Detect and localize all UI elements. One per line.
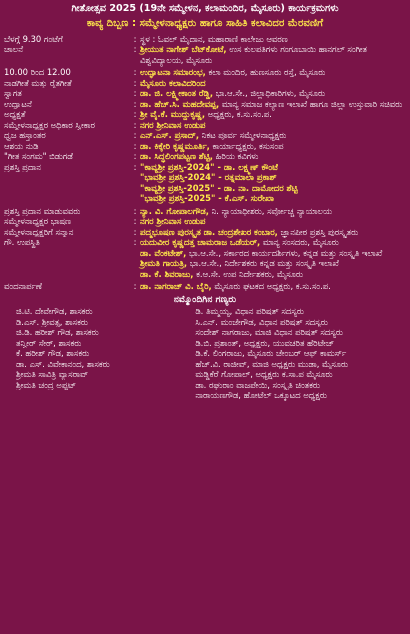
row-value: ಡಾ. ಕಿಕ್ಕೇರಿ ಕೃಷ್ಣಮೂರ್ತಿ, ಕಾರ್ಯಾಧ್ಯಕ್ಷರು, ಕಸುಸಂಪ: [140, 140, 284, 151]
row-label: ಧ್ವಜ ಹಸ್ತಾಂತರ: [4, 130, 46, 141]
presence-row: [4, 237, 406, 279]
list-item: ಹೆಚ್.ವಿ. ರಾಜೀವ್, ಮಾಜಿ ಅಧ್ಯಕ್ಷರು ಮುಡಾ, ಮೈಸೂರು: [195, 358, 349, 369]
row-label: ಪ್ರಶಸ್ತಿ ಪ್ರದಾನ ಮಾಡುವವರು: [4, 205, 81, 216]
row-label: ಬೆಳಗ್ಗೆ 9.30 ಗಂಟೆಗೆ: [4, 33, 63, 44]
schedule-row: [4, 120, 406, 131]
row-colon: :: [133, 216, 137, 227]
list-item: ಡಿ.ಬಿ. ಪ್ರಶಾಂತ್, ಅಧ್ಯಕ್ಷರು, ಯುವಚರಿತ ಹೆರಿಟೇಜ್: [195, 337, 335, 348]
row-value: ಡಾ. ಹೆಚ್.ಸಿ. ಮಹದೇವಪ್ಪ, ಮಾನ್ಯ ಸಮಾಜ ಕಲ್ಯಾಣ ಇಲಾಖೆ ಹಾಗೂ ಜಿಲ್ಲಾ ಉಸ್ತುವಾರಿ ಸಚಿವರು: [140, 98, 403, 109]
schedule-row: [4, 109, 406, 120]
list-item: ನಾರಾಯಣಗೌಡ, ಹೋಟೆಲ್ ಒಕ್ಕೂಟದ ಅಧ್ಯಕ್ಷರು: [195, 390, 327, 401]
row-colon: :: [133, 33, 137, 44]
row-colon: :: [133, 205, 137, 216]
award-item: "ಭಾವಶ್ರೀ ಪ್ರಶಸ್ತಿ-2024" - ರತ್ನಮಾಲಾ ಪ್ರಕಾಶ್: [140, 172, 277, 183]
row-label: ಸಮ್ಮೇಳನಾಧ್ಯಕ್ಷರ ಭಾಷಣ: [4, 216, 71, 227]
row-value: ನಗರ ಶ್ರೀನಿವಾಸ ಉಡುಪ: [140, 216, 206, 227]
row-label: ಪ್ರಶಸ್ತಿ ಪ್ರದಾನ: [4, 161, 41, 172]
row-label: ಅಧ್ಯಕ್ಷತೆ: [4, 109, 26, 120]
row-colon: :: [133, 98, 137, 109]
row-label: ಸಮ್ಮೇಳನಾಧ್ಯಕ್ಷರಿಗೆ ಸನ್ಮಾನ: [4, 226, 74, 237]
schedule-row: [4, 151, 406, 162]
awards-row: [4, 162, 406, 204]
row-colon: :: [133, 151, 137, 162]
row-value: ಡಾ. ನಾಗರಾಜ್ ವಿ. ಬೈರಿ, ಮೈಸೂರು ಘಟಕದ ಅಧ್ಯಕ್ಷರು, ಕ.ಸು.ಸಂ.ಪ.: [140, 281, 331, 292]
list-item: ಡಿ.ಎಸ್. ಶ್ರೀವತ್ಸ, ಶಾಸಕರು: [16, 316, 88, 327]
schedule-row: [4, 216, 406, 227]
row-colon: :: [133, 119, 137, 130]
row-label: "ಗೀತ ಸಂಗಮ" ಬಿಡುಗಡೆ: [4, 151, 73, 162]
award-item: "ಕಾವ್ಯಶ್ರೀ ಪ್ರಶಸ್ತಿ-2024" - ಡಾ. ಲಕ್ಷ್ಮಣ್ ಕೌಂಟೆ: [140, 161, 278, 172]
row-value: ಪದ್ಮಭೂಷಣ ಪುರಸ್ಕೃತ ಡಾ. ಚಂದ್ರಶೇಖರ ಕಂಬಾರ, ಜ್ಞಾನಪೀಠ ಪ್ರಶಸ್ತಿ ಪುರಸ್ಕೃತರು: [140, 226, 359, 237]
row-colon: :: [133, 130, 137, 141]
row-colon: :: [133, 77, 137, 88]
list-item: ಡಿ. ತಿಮ್ಮಯ್ಯ, ವಿಧಾನ ಪರಿಷತ್ ಸದಸ್ಯರು: [195, 306, 304, 317]
row-colon: :: [133, 161, 137, 172]
row-label: ಆಶಯ ನುಡಿ: [4, 140, 39, 151]
row-label: ಸ್ವಾಗತ: [4, 88, 22, 99]
row-label: ನಾಡಗೀತೆ ಮತ್ತು ರೈತಗೀತೆ: [4, 77, 72, 88]
schedule-row: [4, 34, 406, 45]
awards-list: [140, 162, 406, 204]
list-item: ಸಿ.ಎನ್. ಮಂಜೇಗೌಡ, ವಿಧಾನ ಪರಿಷತ್ ಸದಸ್ಯರು: [195, 316, 328, 327]
row-value: ಉದ್ಘಾಟನಾ ಸಮಾರಂಭ, ಕಲಾ ಮಂದಿರ, ಹುಣಸೂರು ರಸ್ತೆ, ಮೈಸೂರು: [140, 67, 326, 78]
guests-list: [0, 306, 410, 401]
guests-title: ನಮ್ಮೊಂದಿಗಿನ ಗಣ್ಯರು: [173, 293, 237, 305]
schedule-table: [0, 34, 410, 292]
guests-right-column: [195, 306, 406, 401]
schedule-row: [4, 130, 406, 141]
row-colon: :: [133, 140, 137, 151]
list-item: ಡಿ.ಕೆ. ಲಿಂಗರಾಜು, ಮೈಸೂರು ಚೇಂಬರ್ ಆಫ್ ಕಾಮರ್ಸ್: [195, 348, 347, 359]
row-label: ಗೌ. ಉಪಸ್ಥಿತಿ: [4, 237, 40, 248]
schedule-row: [4, 99, 406, 110]
presence-list: [140, 237, 406, 279]
list-item: ಶ್ರೀಮತಿ ಚಂದ್ರ ಅಪ್ಪಟ್: [16, 379, 77, 390]
schedule-row: [4, 44, 406, 65]
row-value: ಮೈಸೂರು ಕಲಾವಿದರಿಂದ: [140, 77, 206, 88]
row-colon: :: [133, 226, 137, 237]
presence-item: ಡಾ. ವೆಂಕಟೇಶ್, ಭಾ.ಆ.ಸೇ., ಸರ್ಕಾರದ ಕಾರ್ಯದರ್ಶಿಗಳು, ಕನ್ನಡ ಮತ್ತು ಸಂಸ್ಕೃತಿ ಇಲಾಖೆ: [140, 247, 383, 258]
row-value: ನ್ಯಾ. ವಿ. ಗೋಪಾಲಗೌಡ, ನಿ. ನ್ಯಾಯಾಧೀಶರು, ಸರ್ವೋಚ್ಚ ನ್ಯಾಯಾಲಯ: [140, 205, 332, 216]
list-item: ಡಾ. ಎಸ್. ವಿವೇಕಾನಂದ, ಶಾಸಕರು: [16, 358, 110, 369]
presence-item: ಯದುವೀರ ಕೃಷ್ಣದತ್ತ ಚಾಮರಾಜ ಒಡೆಯರ್, ಮಾನ್ಯ ಸಂಸದರು, ಮೈಸೂರು: [140, 237, 339, 248]
list-item: ಶ್ರೀಮತಿ ಸಾವಿತ್ರಿ ವ್ಯಾಸರಾವ್: [16, 369, 89, 380]
row-value: ಶ್ರೀಯುತ ನಾಗೇಶ್ ಬೆಟ್‌ಕೋಟೆ, ಉಸ ಕುಲಪತಿಗಳು ಗಂಗೂಬಾಯಿ ಹಾನಗಲ್ ಸಂಗೀತ ವಿಶ್ವವಿದ್ಯಾಲಯ, ಮೈಸೂರು: [140, 44, 367, 65]
award-item: "ಕಾವ್ಯಶ್ರೀ ಪ್ರಶಸ್ತಿ-2025" - ಡಾ. ನಾ. ದಾಮೋದರ ಶೆಟ್ಟಿ: [140, 182, 298, 193]
row-label: ವಂದನಾರ್ಪಣೆ: [4, 281, 42, 292]
schedule-row: [4, 206, 406, 217]
list-item: ಮಡ್ಡಿಕೆರೆ ಗೋಪಾಲ್, ಅಧ್ಯಕ್ಷರು ಕ.ಸಾ.ಪ ಮೈಸೂರು: [195, 369, 333, 380]
schedule-row: [4, 227, 406, 238]
row-value: ನಗರ ಶ್ರೀನಿವಾಸ ಉಡುಪ: [140, 119, 206, 130]
row-label: ಉದ್ಘಾಟನೆ: [4, 98, 32, 109]
procession-title: ಕಾವ್ಯ ದಿಬ್ಬಣ : ಸಮ್ಮೇಳನಾಧ್ಯಕ್ಷರು ಹಾಗೂ ಸಾಹಿತಿ ಕಲಾವಿದರ ಮೆರವಣಿಗೆ: [86, 17, 324, 29]
list-item: ತನ್ವೀರ್ ಸೇಠ್, ಶಾಸಕರು: [16, 337, 82, 348]
list-item: ಜಿ.ಡಿ. ಹರೀಶ್ ಗೌಡ, ಶಾಸಕರು: [16, 327, 99, 338]
row-label: 10.00 ರಿಂದ 12.00: [4, 67, 71, 78]
row-colon: :: [133, 281, 137, 292]
guests-left-column: [4, 306, 195, 401]
list-item: ಕೆ. ಹರೀಶ್ ಗೌಡ, ಶಾಸಕರು: [16, 348, 90, 359]
row-value: ಎನ್.ಎಸ್. ಪ್ರಸಾದ್, ನಿಕಟ ಪೂರ್ವ ಸಮ್ಮೇಳನಾಧ್ಯಕ್ಷರು: [140, 130, 287, 141]
presence-item: ಶ್ರೀಮತಿ ಗಾಯತ್ರಿ, ಭಾ.ಆ.ಸೇ., ನಿರ್ದೇಶಕರು ಕನ್ನಡ ಮತ್ತು ಸಂಸ್ಕೃತಿ ಇಲಾಖೆ: [140, 258, 339, 269]
row-label: ಸಮ್ಮೇಳನಾಧ್ಯಕ್ಷರ ಅಧಿಕಾರ ಸ್ವೀಕಾರ: [4, 119, 95, 130]
row-value: ಡಾ. ಜಿ. ಲಕ್ಷ್ಮೀಕಾಂತ ರೆಡ್ಡಿ, ಭಾ.ಆ.ಸೇ., ಜಿಲ್ಲಾಧಿಕಾರಿಗಳು, ಮೈಸೂರು: [140, 88, 326, 99]
row-colon: :: [133, 44, 137, 55]
row-colon: :: [133, 88, 137, 99]
row-colon: :: [133, 109, 137, 120]
award-item: "ಭಾವಶ್ರೀ ಪ್ರಶಸ್ತಿ-2025" - ಕೆ.ಎಸ್. ಸುರೇಖಾ: [140, 193, 274, 204]
program-title: ಗೀತೋತ್ಸವ 2025 (19ನೇ ಸಮ್ಮೇಳನ, ಕಲಾಮಂದಿರ, ಮೈಸೂರು) ಕಾರ್ಯಕ್ರಮಗಳು: [71, 3, 339, 14]
row-colon: :: [133, 237, 137, 248]
row-colon: :: [133, 67, 137, 78]
schedule-row: [4, 78, 406, 89]
row-value: ಡಾ. ಸಿದ್ಧಲಿಂಗಪಟ್ಟಣ ಶೆಟ್ಟಿ, ಹಿರಿಯ ಕವಿಗಳು: [140, 151, 259, 162]
schedule-row: [4, 67, 406, 78]
row-label: ಚಾಲನೆ: [4, 44, 24, 55]
schedule-row: [4, 88, 406, 99]
program-header: [0, 0, 410, 34]
presence-item: ಡಾ. ಕೆ. ಶಿವರಾಜು, ಕ.ಆ.ಸೇ. ಉಪ ನಿರ್ದೇಶಕರು, ಮೈಸೂರು: [140, 268, 303, 279]
list-item: ಸಂದೇಶ್ ನಾಗರಾಜು, ಮಾಜಿ ವಿಧಾನ ಪರಿಷತ್ ಸದಸ್ಯರು: [195, 327, 343, 338]
list-item: ಡಾ. ರಘುರಾಂ ವಾಜಪೇಯಿ, ಸಂಸ್ಕೃತಿ ಚಿಂತಕರು: [195, 379, 320, 390]
schedule-row: [4, 281, 406, 292]
row-value: ಸ್ಥಳ : ಓವಲ್ ಮೈದಾನ, ಮಹಾರಾಣಿ ಕಾಲೇಜು ಆವರಣ: [140, 33, 288, 44]
list-item: ಜಿ.ಟಿ. ದೇವೇಗೌಡ, ಶಾಸಕರು: [16, 306, 93, 317]
row-value: ಶ್ರೀ ವೈ.ಕೆ. ಮುದ್ದುಕೃಷ್ಣ, ಅಧ್ಯಕ್ಷರು, ಕ.ಸು.ಸಂ.ಪ.: [140, 109, 272, 120]
schedule-row: [4, 141, 406, 152]
